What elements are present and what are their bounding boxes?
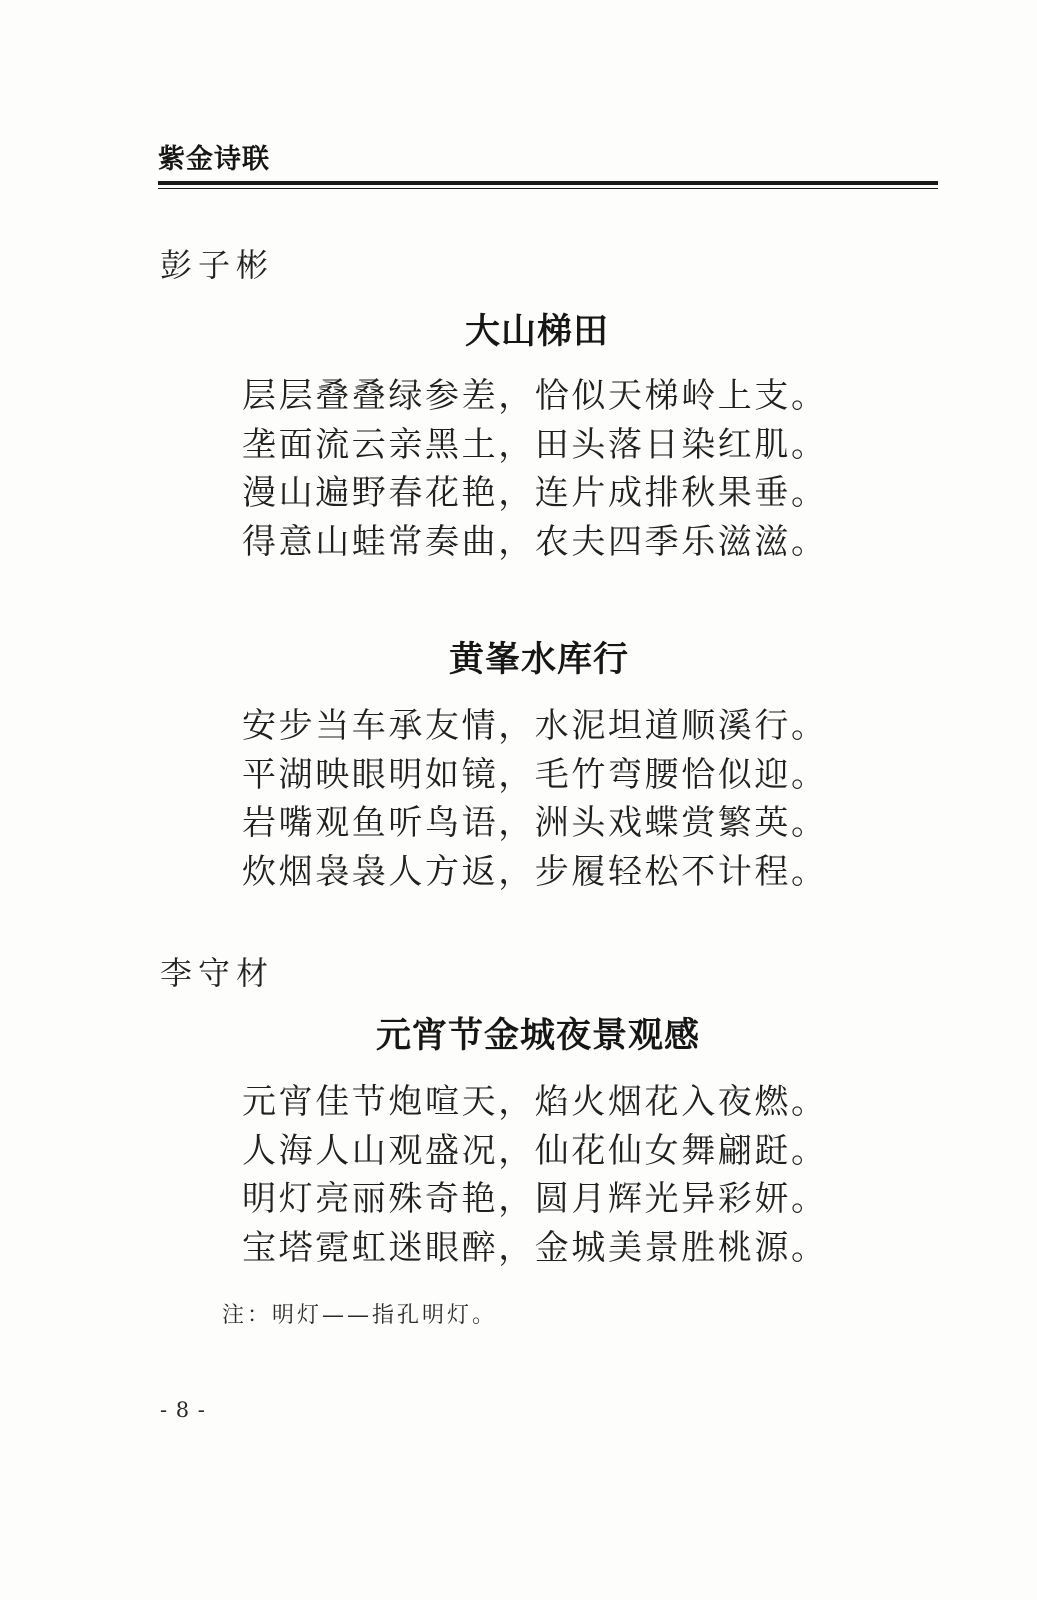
verse-line: 垄面流云亲黑土，田头落日染红肌。 xyxy=(242,424,828,465)
poem-body xyxy=(242,372,842,566)
verse-line: 岩嘴观鱼听鸟语，洲头戏蝶赏繁英。 xyxy=(242,803,828,843)
journal-title: 紫金诗联 xyxy=(158,144,270,175)
verse-line: 宝塔霓虹迷眼醉，金城美景胜桃源。 xyxy=(242,1227,828,1268)
poem-title: 元宵节金城夜景观感 xyxy=(376,1016,701,1056)
verse-line: 人海人山观盛况，仙花仙女舞翩跹。 xyxy=(242,1130,828,1171)
verse-line: 炊烟袅袅人方返，步履轻松不计程。 xyxy=(242,851,828,892)
poem-body xyxy=(242,702,842,896)
verse-line: 平湖映眼明如镜，毛竹弯腰恰似迎。 xyxy=(242,754,828,795)
verse-line: 安步当车承友情，水泥坦道顺溪行。 xyxy=(242,706,828,746)
poem-title: 黄峯水库行 xyxy=(449,640,630,680)
poem-body xyxy=(242,1078,842,1272)
author-name: 李守材 xyxy=(160,954,275,992)
running-header xyxy=(158,146,938,173)
footnote: 注：明灯——指孔明灯。 xyxy=(222,1303,498,1328)
header-rule-thick xyxy=(158,181,938,185)
poem-title: 大山梯田 xyxy=(465,312,610,352)
verse-line: 漫山遍野春花艳，连片成排秋果垂。 xyxy=(242,473,828,513)
verse-line: 明灯亮丽殊奇艳，圆月辉光异彩妍。 xyxy=(242,1179,828,1219)
verse-line: 层层叠叠绿参差，恰似天梯岭上支。 xyxy=(242,376,828,416)
verse-line: 得意山蛙常奏曲，农夫四季乐滋滋。 xyxy=(242,521,828,562)
header-rule-thin xyxy=(158,188,938,189)
page-number: - 8 - xyxy=(160,1398,206,1422)
verse-line: 元宵佳节炮喧天，焰火烟花入夜燃。 xyxy=(242,1082,828,1122)
author-name: 彭子彬 xyxy=(160,246,275,284)
